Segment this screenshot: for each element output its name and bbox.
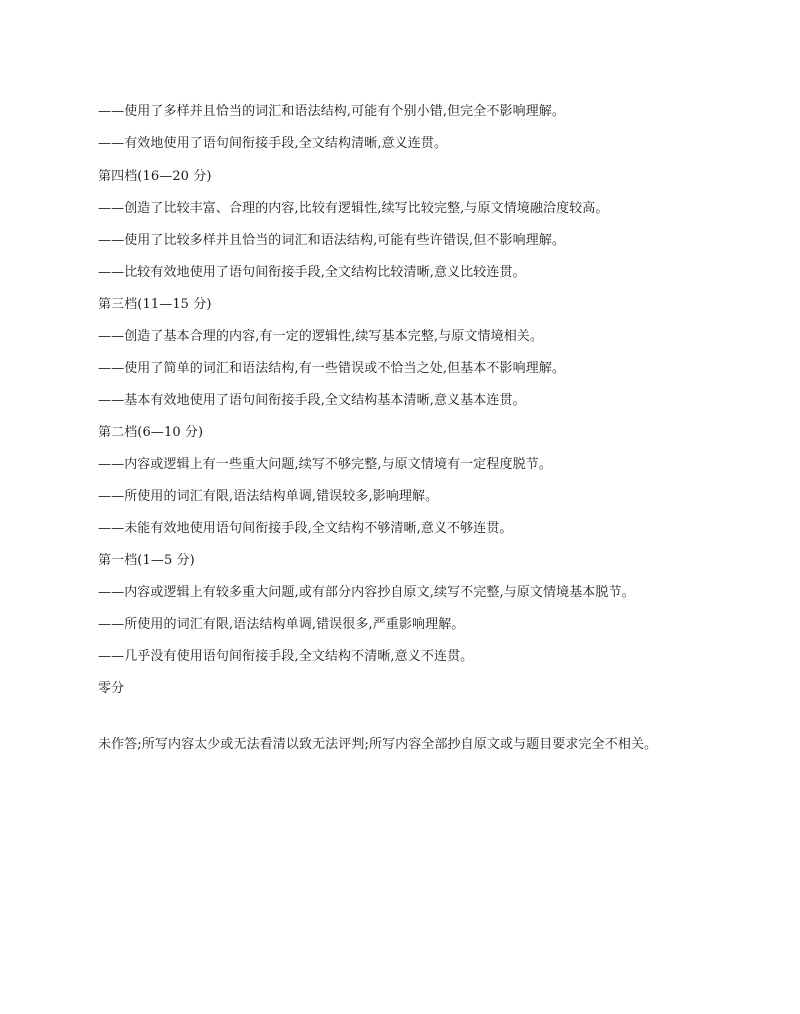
text-line: ——创造了基本合理的内容,有一定的逻辑性,续写基本完整,与原文情境相关。 (98, 329, 543, 344)
text-line: ——未能有效地使用语句间衔接手段,全文结构不够清晰,意义不够连贯。 (98, 521, 513, 536)
section-heading-tier-2: 第二档(6—10 分) (98, 425, 204, 440)
section-heading-tier-1: 第一档(1—5 分) (98, 553, 195, 568)
text-line: ——基本有效地使用了语句间衔接手段,全文结构基本清晰,意义基本连贯。 (98, 393, 526, 408)
text-line: ——使用了比较多样并且恰当的词汇和语法结构,可能有些许错误,但不影响理解。 (98, 233, 565, 248)
text-line: ——所使用的词汇有限,语法结构单调,错误很多,严重影响理解。 (98, 617, 465, 632)
text-line: ——所使用的词汇有限,语法结构单调,错误较多,影响理解。 (98, 489, 439, 504)
text-line: ——创造了比较丰富、合理的内容,比较有逻辑性,续写比较完整,与原文情境融洽度较高。 (98, 201, 609, 216)
section-heading-tier-3: 第三档(11—15 分) (98, 297, 212, 312)
section-heading-zero: 零分 (98, 681, 125, 696)
text-line: ——几乎没有使用语句间衔接手段,全文结构不清晰,意义不连贯。 (98, 649, 474, 664)
text-line: ——内容或逻辑上有较多重大问题,或有部分内容抄自原文,续写不完整,与原文情境基本脱节。 (98, 585, 635, 600)
section-heading-tier-4: 第四档(16—20 分) (98, 169, 212, 184)
text-line: ——有效地使用了语句间衔接手段,全文结构清晰,意义连贯。 (98, 136, 448, 151)
text-line: ——比较有效地使用了语句间衔接手段,全文结构比较清晰,意义比较连贯。 (98, 265, 526, 280)
text-line: 未作答;所写内容太少或无法看清以致无法评判;所写内容全部抄自原文或与题目要求完全不相关。 (98, 737, 658, 752)
text-line: ——内容或逻辑上有一些重大问题,续写不够完整,与原文情境有一定程度脱节。 (98, 457, 552, 472)
text-line: ——使用了简单的词汇和语法结构,有一些错误或不恰当之处,但基本不影响理解。 (98, 361, 565, 376)
text-line: ——使用了多样并且恰当的词汇和语法结构,可能有个别小错,但完全不影响理解。 (98, 104, 565, 119)
